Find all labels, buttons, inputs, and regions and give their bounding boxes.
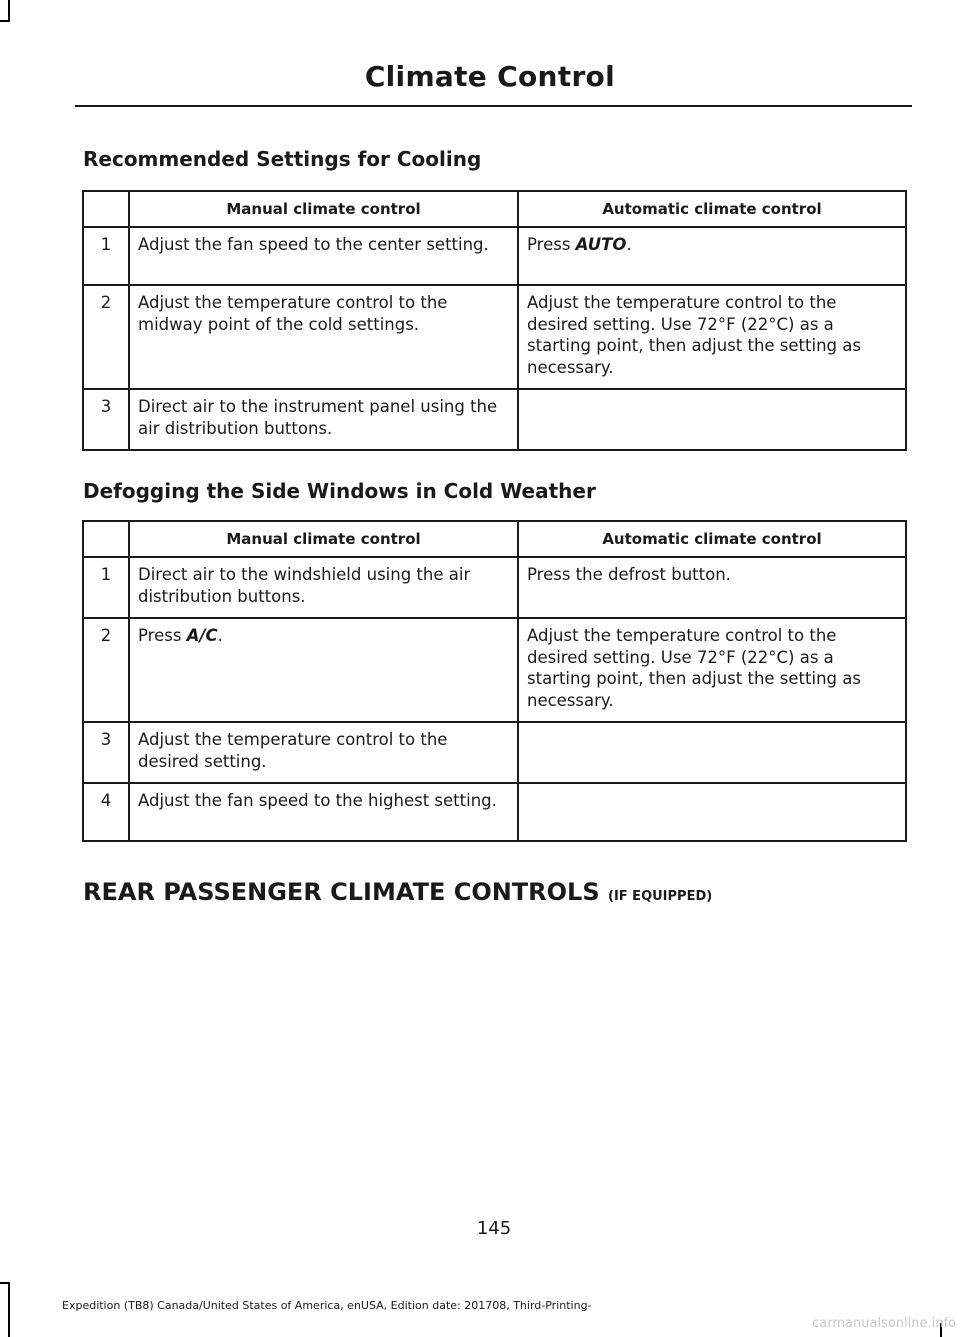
row-number: 1: [83, 227, 129, 285]
manual-step-prefix: Press: [138, 626, 187, 645]
rear-climate-heading: [83, 878, 712, 906]
automatic-step-suffix: .: [626, 235, 632, 254]
manual-step: Direct air to the windshield using the air distribution buttons.: [129, 557, 518, 618]
rear-climate-title: REAR PASSENGER CLIMATE CONTROLS: [83, 878, 600, 906]
row-number: 4: [83, 783, 129, 841]
row-number: 2: [83, 618, 129, 722]
automatic-step: [518, 722, 906, 783]
row-number: 1: [83, 557, 129, 618]
auto-keyword: AUTO: [575, 235, 627, 254]
table-row: [83, 783, 906, 841]
header-manual: Manual climate control: [129, 191, 518, 227]
row-number: 2: [83, 285, 129, 389]
crop-mark-bottom-left-v: [8, 1282, 10, 1337]
cooling-heading: Recommended Settings for Cooling: [83, 147, 482, 171]
table-row: [83, 557, 906, 618]
manual-step: Adjust the fan speed to the center setting.: [129, 227, 518, 285]
table-row: [83, 227, 906, 285]
table-header-row: [83, 191, 906, 227]
header-blank-cell: [83, 191, 129, 227]
watermark: carmanualsonline.info: [812, 1316, 956, 1331]
header-automatic: Automatic climate control: [518, 191, 906, 227]
defogging-heading: Defogging the Side Windows in Cold Weather: [83, 479, 596, 503]
automatic-step: [518, 389, 906, 450]
crop-mark-top-left-h: [0, 20, 10, 22]
manual-step: Direct air to the instrument panel using the air distribution buttons.: [129, 389, 518, 450]
row-number: 3: [83, 722, 129, 783]
page-number: 145: [476, 1218, 512, 1239]
row-number: 3: [83, 389, 129, 450]
automatic-step: Adjust the temperature control to the desired setting. Use 72°F (22°C) as a starting point, then adjust the setting as necessary.: [518, 618, 906, 722]
manual-step: Adjust the temperature control to the midway point of the cold settings.: [129, 285, 518, 389]
table-row: [83, 389, 906, 450]
manual-step: Adjust the fan speed to the highest setting.: [129, 783, 518, 841]
manual-step: Adjust the temperature control to the desired setting.: [129, 722, 518, 783]
crop-mark-top-left-v: [8, 0, 10, 22]
table-header-row: [83, 521, 906, 557]
table-row: [83, 285, 906, 389]
header-rule: [75, 105, 912, 107]
ac-keyword: A/C: [186, 626, 218, 645]
automatic-step-prefix: Press: [527, 235, 576, 254]
cooling-table: [82, 190, 907, 451]
automatic-step: [518, 227, 906, 285]
header-manual: Manual climate control: [129, 521, 518, 557]
table-row: [83, 722, 906, 783]
automatic-step: Press the defrost button.: [518, 557, 906, 618]
defogging-table: [82, 520, 907, 842]
manual-step-suffix: .: [217, 626, 223, 645]
automatic-step: Adjust the temperature control to the desired setting. Use 72°F (22°C) as a starting point, then adjust the setting as necessary.: [518, 285, 906, 389]
header-automatic: Automatic climate control: [518, 521, 906, 557]
table-row: [83, 618, 906, 722]
page-header-title: Climate Control: [364, 60, 615, 93]
header-blank-cell: [83, 521, 129, 557]
crop-mark-bottom-left-h: [0, 1282, 10, 1284]
if-equipped-qualifier: (IF EQUIPPED): [608, 889, 713, 904]
footer-edition-text: Expedition (TB8) Canada/United States of America, enUSA, Edition date: 201708, Third-Printing-: [62, 1299, 592, 1312]
automatic-step: [518, 783, 906, 841]
manual-step: [129, 618, 518, 722]
